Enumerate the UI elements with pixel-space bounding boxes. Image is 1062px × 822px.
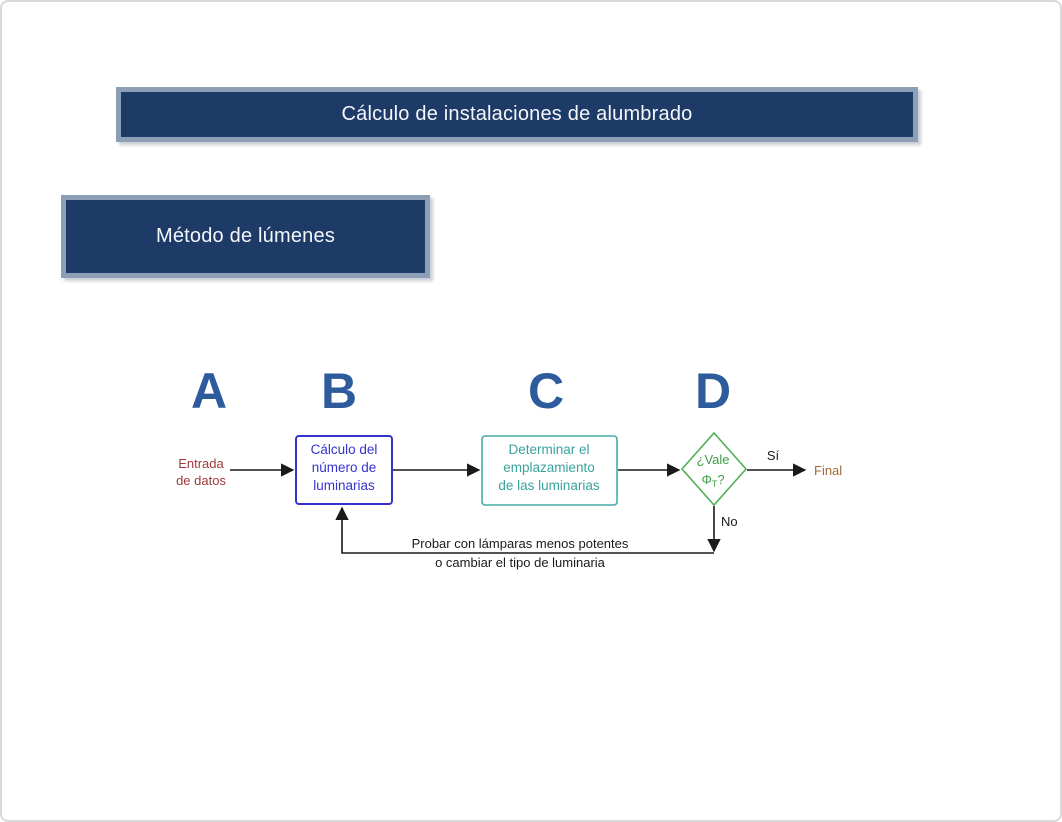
decision-subscript: T [711, 479, 718, 489]
method-banner-text: Método de lúmenes [155, 225, 336, 247]
decision-diamond [682, 433, 746, 505]
section-label-b: B [320, 363, 358, 419]
edge-yes-label: Sí [766, 448, 780, 463]
section-label-a: A [190, 363, 228, 419]
node-empl-line3: de las luminarias [498, 478, 600, 493]
section-label-d: D [694, 363, 732, 419]
decision-suffix: ? [717, 472, 725, 487]
end-label: Final [814, 463, 843, 478]
start-label-line1: Entrada [178, 456, 224, 471]
start-label-line2: de datos [176, 473, 226, 488]
title-banner-text: Cálculo de instalaciones de alumbrado [341, 103, 693, 125]
edge-no-label: No [721, 514, 738, 529]
decision-line1: ¿Vale [696, 452, 730, 467]
feedback-text-line1: Probar con lámparas menos potentes [411, 536, 629, 551]
decision-symbol: Φ [701, 472, 712, 487]
node-calc-line1: Cálculo del [310, 442, 378, 457]
node-calc-line2: número de [311, 460, 377, 475]
node-empl-line1: Determinar el [508, 442, 590, 457]
node-calc-line3: luminarias [313, 478, 375, 493]
method-banner [61, 195, 430, 278]
section-label-c: C [527, 363, 565, 419]
feedback-text-line2: o cambiar el tipo de luminaria [435, 555, 605, 570]
title-banner [116, 87, 918, 142]
node-empl-line2: emplazamiento [503, 460, 595, 475]
flowchart-svg [162, 417, 872, 582]
